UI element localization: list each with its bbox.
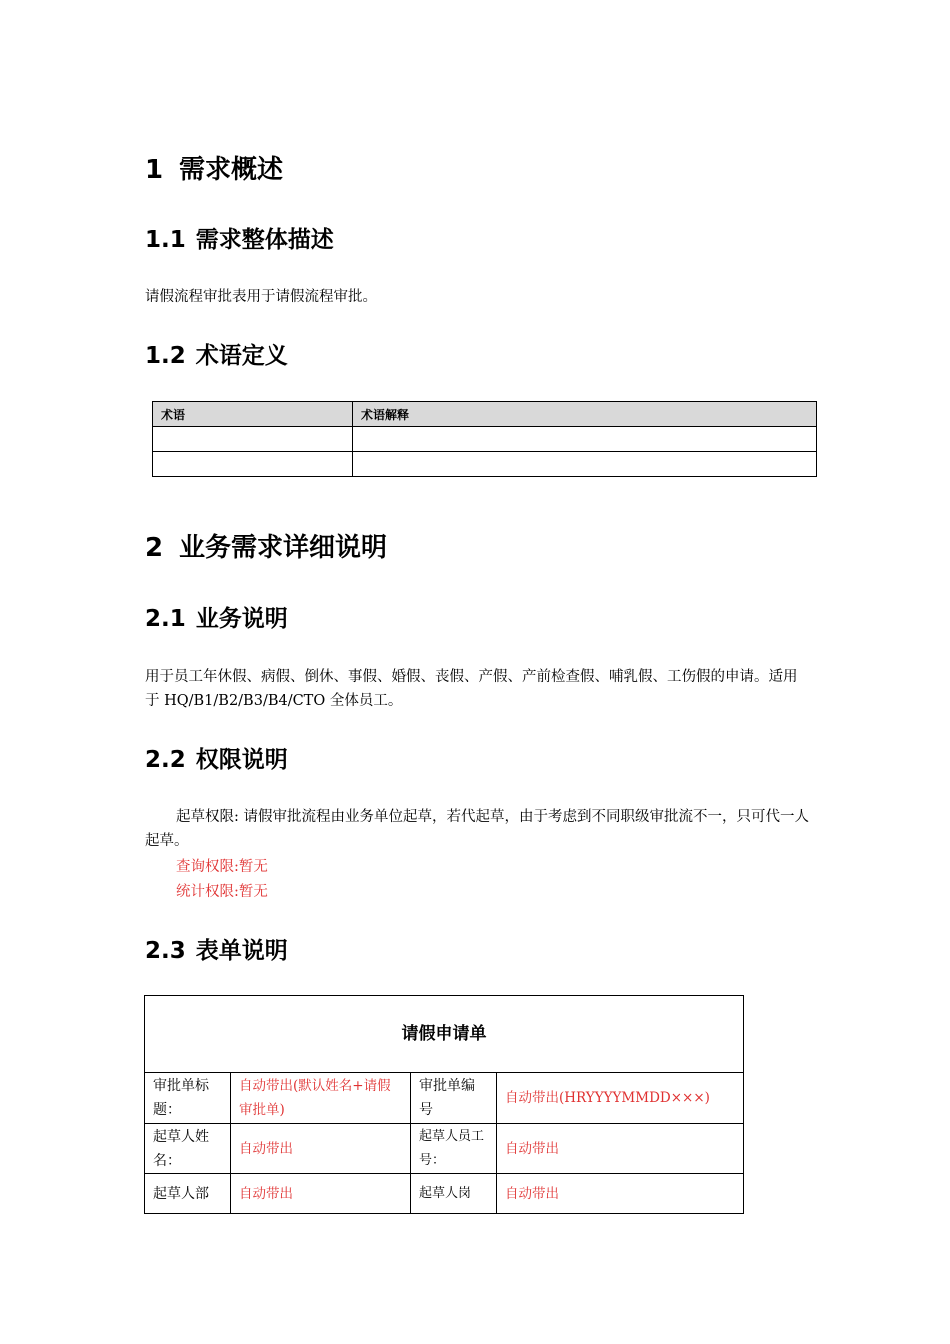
form-value: 自动带出: [497, 1124, 744, 1174]
heading-text: 业务说明: [195, 606, 288, 632]
table-row: [145, 1124, 744, 1174]
table-row: [153, 452, 817, 477]
form-label: 起草人员工号：: [411, 1124, 497, 1174]
heading-2-3: [145, 936, 288, 966]
heading-text: 业务需求详细说明: [179, 533, 388, 563]
table-row: [145, 1073, 744, 1124]
form-label: 起草人岗: [411, 1174, 497, 1214]
paragraph-query-permission: 查询权限:暂无: [176, 859, 268, 875]
table-header-cell: 术语解释: [353, 402, 817, 427]
terms-table: [152, 401, 817, 477]
table-row: [145, 1174, 744, 1214]
heading-number: 1.2: [145, 343, 186, 369]
form-title-row: [145, 996, 744, 1073]
heading-number: 2.1: [145, 606, 186, 632]
heading-text: 需求整体描述: [195, 227, 334, 253]
table-header-cell: 术语: [153, 402, 353, 427]
table-cell: [353, 427, 817, 452]
heading-text: 权限说明: [195, 747, 288, 773]
table-header-row: [153, 402, 817, 427]
form-value: 自动带出(HRYYYYMMDD×××): [497, 1073, 744, 1124]
table-cell: [153, 452, 353, 477]
heading-text: 需求概述: [179, 155, 284, 185]
table-cell: [153, 427, 353, 452]
form-title: 请假申请单: [145, 996, 744, 1073]
heading-2-1: [145, 604, 288, 634]
form-value: 自动带出: [231, 1124, 411, 1174]
paragraph-business: 用于员工年休假、病假、倒休、事假、婚假、丧假、产假、产前检查假、哺乳假、工伤假的申请。适用于 HQ/B1/B2/B3/B4/CTO 全体员工。: [145, 669, 798, 709]
paragraph-draft-permission: 起草权限: 请假审批流程由业务单位起草，若代起草，由于考虑到不同职级审批流不一，只可代一人起草。: [145, 809, 809, 849]
paragraph-stats-permission: 统计权限:暂无: [176, 884, 268, 900]
leave-form-table: [144, 995, 744, 1214]
heading-2: [145, 532, 387, 564]
form-label: 起草人姓名：: [145, 1124, 231, 1174]
form-label: 审批单编号: [411, 1073, 497, 1124]
heading-2-2: [145, 745, 288, 775]
table-cell: [353, 452, 817, 477]
form-value: 自动带出: [231, 1174, 411, 1214]
table-row: [153, 427, 817, 452]
form-value: 自动带出: [497, 1174, 744, 1214]
paragraph-overview: 请假流程审批表用于请假流程审批。: [145, 289, 377, 305]
heading-number: 2: [145, 533, 164, 563]
heading-number: 2.3: [145, 938, 186, 964]
form-label: 起草人部: [145, 1174, 231, 1214]
heading-number: 1: [145, 155, 164, 185]
heading-1-2: [145, 341, 288, 371]
heading-number: 1.1: [145, 227, 186, 253]
form-value: 自动带出(默认姓名+请假审批单): [231, 1073, 411, 1124]
heading-number: 2.2: [145, 747, 186, 773]
heading-1: [145, 154, 283, 186]
heading-text: 术语定义: [195, 343, 288, 369]
heading-1-1: [145, 225, 334, 255]
form-label: 审批单标题：: [145, 1073, 231, 1124]
heading-text: 表单说明: [195, 938, 288, 964]
